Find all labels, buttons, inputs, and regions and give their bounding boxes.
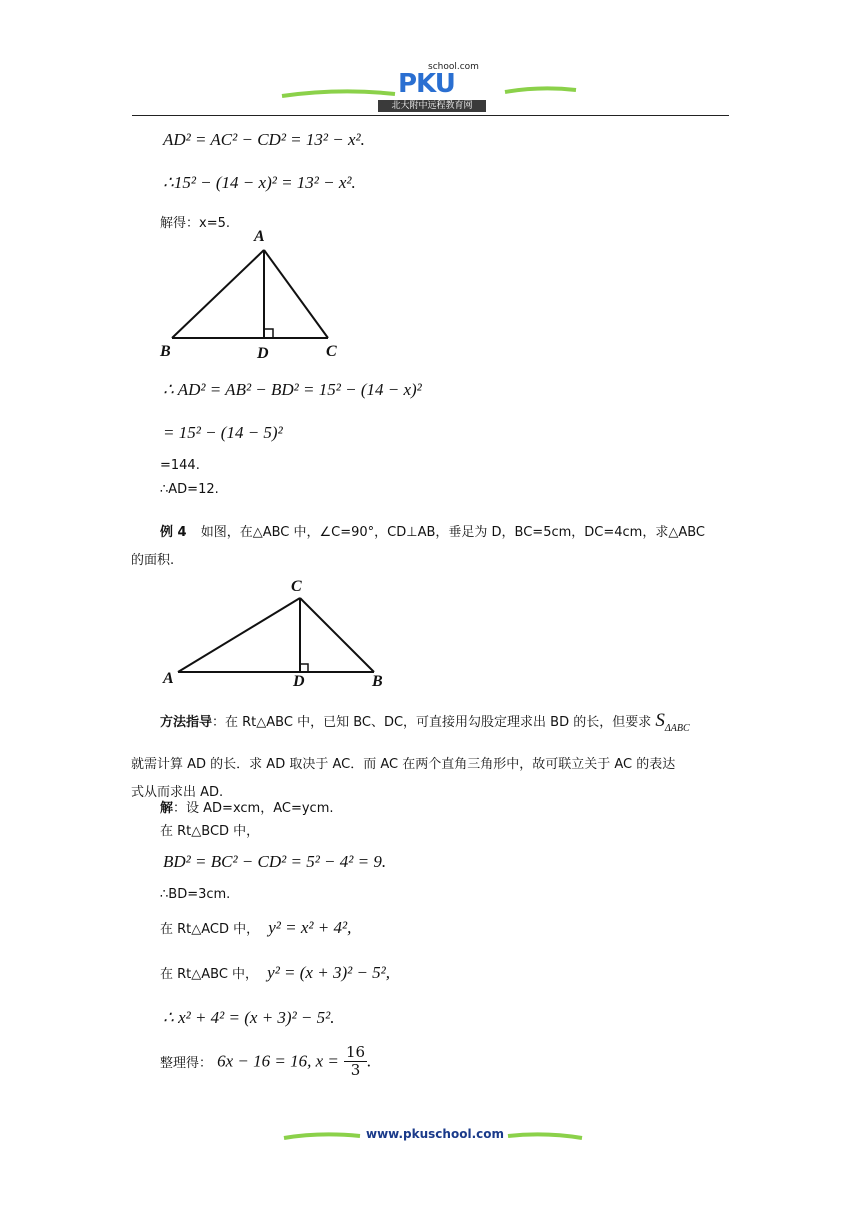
method-guidance <box>131 707 736 807</box>
fig1-label-b: B <box>160 343 171 360</box>
fig2-label-c: C <box>291 578 302 595</box>
fig1-label-a: A <box>254 228 265 245</box>
eq-bd: BD² = BC² − CD² = 5² − 4² = 9. <box>163 852 387 871</box>
result-ad-12: ∴AD=12. <box>160 482 219 497</box>
example-4-label: 例 4 <box>160 525 187 540</box>
result-bd-3: ∴BD=3cm. <box>160 887 231 902</box>
area-symbol: $S_{\Delta ABC}$ <box>655 710 690 734</box>
abc-prefix: 在 Rt△ABC 中， <box>160 967 259 982</box>
eq-ad-ab-bd: ∴ AD² = AB² − BD² = 15² − (14 − x)² <box>163 380 422 399</box>
eq-abc: y² = (x + 3)² − 5², <box>267 963 391 982</box>
fig2-label-d: D <box>293 673 305 690</box>
method-text-2: 就需计算 AD 的长．求 AD 取决于 AC．而 AC 在两个直角三角形中，故可联立关于 AC 的表达 <box>131 756 676 772</box>
fraction-16-3: $\frac{16}{3}$ <box>345 1043 366 1079</box>
triangle-acb-diagram <box>160 578 400 692</box>
eq-combined: ∴ x² + 4² = (x + 3)² − 5². <box>163 1008 335 1027</box>
eq-ad-ac-cd: AD² = AC² − CD² = 13² − x². <box>163 130 365 149</box>
eq-substitute: = 15² − (14 − 5)² <box>163 423 283 442</box>
solution-set-text: ：设 AD=xcm，AC=ycm. <box>173 801 334 816</box>
result-144: =144. <box>160 458 200 473</box>
fig2-label-a: A <box>163 670 174 687</box>
header-logo <box>280 62 580 114</box>
fig1-label-c: C <box>326 343 337 360</box>
solution-set <box>160 797 334 816</box>
method-text-3: 式从而求出 AD. <box>131 784 224 800</box>
solve-x: 解得：x=5. <box>160 216 230 231</box>
method-text-1: ：在 Rt△ABC 中，已知 BC、DC，可直接用勾股定理求出 BD 的长，但要求 <box>212 715 652 730</box>
eq-acd: y² = x² + 4², <box>268 918 352 937</box>
solution-label: 解 <box>160 801 174 816</box>
method-label: 方法指导 <box>160 715 213 730</box>
fig1-label-d: D <box>257 345 269 362</box>
logo-pku: PKU <box>398 69 455 99</box>
example-4-text: 如图，在△ABC 中，∠C=90°，CD⊥AB，垂足为 D，BC=5cm，DC=4cm，求△ABC <box>200 525 706 540</box>
triangle-figure-2 <box>160 578 400 692</box>
logo-domain: school.com <box>428 62 479 72</box>
simplify-prefix: 整理得： <box>160 1056 213 1071</box>
logo-cn-banner: 北大附中远程教育网 <box>378 100 486 112</box>
eq-acd-row <box>160 918 351 938</box>
acd-prefix: 在 Rt△ACD 中， <box>160 922 260 937</box>
footer <box>280 1124 585 1148</box>
eq-simplify-row: 整理得： 6x − 16 = 16, x = $\frac{16}{3}$ . <box>160 1043 372 1079</box>
eq-abc-row <box>160 963 390 983</box>
header-rule <box>132 115 729 116</box>
eq-therefore-15: ∴15² − (14 − x)² = 13² − x². <box>163 173 356 192</box>
footer-url[interactable]: www.pkuschool.com <box>366 1127 504 1141</box>
example-4-text-2: 的面积. <box>131 553 175 568</box>
eq-simplify: 6x − 16 = 16, x = <box>217 1051 339 1071</box>
example-4 <box>131 519 731 575</box>
triangle-abc-diagram <box>150 228 350 366</box>
fig2-label-b: B <box>372 673 383 690</box>
triangle-figure-1 <box>150 228 350 366</box>
in-rt-bcd: 在 Rt△BCD 中， <box>160 824 260 839</box>
